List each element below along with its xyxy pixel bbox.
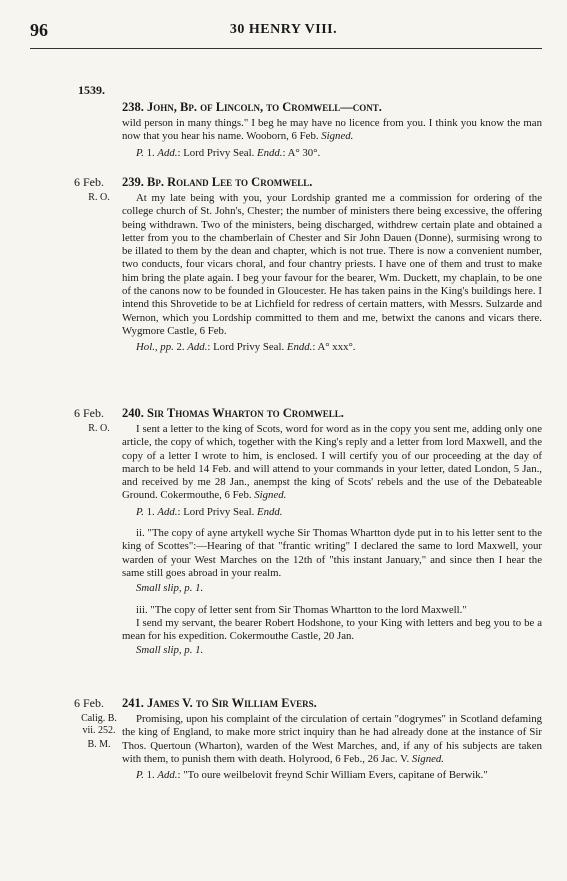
entry-body (122, 192, 542, 355)
desc-endd-label: Endd. (256, 505, 283, 518)
desc-add-value: : Lord Privy Seal. (207, 341, 287, 354)
margin-source: R. O. (88, 192, 110, 203)
enclosure-ii-slip: Small slip, p. 1. (136, 582, 204, 595)
margin-date: 6 Feb. (74, 175, 104, 189)
signed-note: Signed. (321, 130, 354, 143)
desc-pages: 2. (173, 341, 188, 354)
signed-note: Signed. (411, 752, 444, 765)
entry-text: Promising, upon his complaint of the circulation of certain "dogrymes" in Scotland defaming the king of England, to make more strict inquiry than he had already done at the instance of Sir Thos. Quertoun (Wharton), warden of the West Marches, and, if any of his subjects are taken with them, to punish them with death. Holyrood, 6 Feb., 26 Jac. V. (122, 713, 542, 765)
entry-body (122, 713, 542, 782)
margin-date: 6 Feb. (74, 406, 104, 420)
entry-title (122, 696, 317, 711)
desc-add-value: : Lord Privy Seal. (177, 146, 257, 159)
entry-description (122, 341, 542, 354)
desc-pages: 1. (143, 769, 158, 782)
signed-note: Signed. (254, 489, 287, 502)
desc-add-value: : Lord Privy Seal. (177, 505, 257, 518)
entry-title (122, 175, 312, 190)
enclosure-iii-slip: Small slip, p. 1. (136, 644, 204, 657)
entry-text: At my late being with you, your Lordship granted me a commission for ordering of the college church of St. John's, Chester; the number of ministers there being excessive, the offering being withdrawn. Two of the ministers, being discharged, withdrew certain plate and obtained a letter from you to the chamberlain of Chester and Sir John Dauen (Donne), surmising wrong to be illated to them by the dean and chapter, which is not true. There is now a convenient number, two conducts, four vicars choral, and four chantry priests. I have one of them and trust to make him bring the plate again. I beg your favour for the bearer, Wm. Duckett, my chaplain, to be one of the canons now to be founded in Gloucester. He has taken pains in the King's buildings here. I intend this Shrovetide to be at Lichfield for redress of certain matters, with Messrs. Sulzarde and Wernon, which you Lordship committed to them and me, betwixt the canons and vicars there. Wygmore Castle, 6 Feb. (122, 192, 542, 337)
desc-pages: 1. (143, 146, 158, 159)
year-marker: 1539. (78, 83, 105, 97)
page-number: 96 (30, 20, 48, 40)
desc-label: P. (136, 769, 144, 782)
desc-add-label: Add. (157, 505, 178, 518)
entry-number: 240. (122, 406, 144, 420)
margin-source-2: B. M. (87, 739, 111, 750)
desc-add-label: Add. (157, 146, 178, 159)
entry-number: 241. (122, 696, 144, 710)
enclosure-iii-text: I send my servant, the bearer Robert Hodshone, to your King with letters and beg you to be a mean for his expedition. Cokermouthe Castle, 20 Jan. (122, 616, 542, 643)
entry-heading: James V. to Sir William Evers. (147, 696, 317, 710)
desc-endd-value: : A° 30°. (282, 146, 321, 159)
page-header (0, 20, 567, 44)
entry-description (122, 769, 542, 782)
entry-number: 238. (122, 100, 144, 114)
entry-text-wrap (122, 713, 542, 766)
desc-label: P. (136, 146, 144, 159)
entry-text-wrap (122, 423, 542, 503)
margin-date: 6 Feb. (74, 696, 104, 710)
entry-number: 239. (122, 175, 144, 189)
desc-endd-value: : A° xxx°. (312, 341, 356, 354)
header-rule (30, 48, 542, 49)
desc-add-value: : "To oure weilbelovit freynd Schir William Evers, capitane of Berwik." (177, 769, 488, 782)
entry-title (122, 406, 344, 421)
enclosure-iii-title: iii. "The copy of letter sent from Sir Thomas Whartton to the lord Maxwell." (136, 603, 467, 616)
entry-text: wild person in many things." I beg he may have no licence from you. I think you know the man now that you hear his name. Wooborn, 6 Feb. (122, 117, 542, 143)
entry-body (122, 423, 542, 658)
entry-description (122, 147, 542, 160)
running-head: 30 HENRY VIII. (229, 22, 338, 37)
desc-label: P. (136, 505, 144, 518)
entry-heading: Bp. Roland Lee to Cromwell. (147, 175, 313, 189)
desc-label: Hol., pp. (136, 341, 174, 354)
desc-add-label: Add. (157, 769, 178, 782)
entry-heading: John, Bp. of Lincoln, to Cromwell—cont. (147, 100, 382, 114)
desc-endd-label: Endd. (286, 341, 313, 354)
margin-source: R. O. (88, 423, 110, 434)
margin-source: Calig. B. vii. 252. (81, 713, 117, 736)
entry-heading: Sir Thomas Wharton to Cromwell. (147, 406, 344, 420)
entry-description (122, 506, 542, 519)
desc-add-label: Add. (187, 341, 208, 354)
entry-text: I sent a letter to the king of Scots, word for word as in the copy you sent me, adding only one article, the copy of which, together with the King's reply and a letter from lord Maxwell, and the copy of a letter I wrote to him, is enclosed. I will certify you of our proceeding at the day of march to be held 14 Feb. and will attend to your commands in your letter, dated London, 5 Jan., and received by me 28 Jan., anempst the king of Scots' rebels and the use of the Debateable Ground. Cokermouthe, 6 Feb. (122, 423, 542, 502)
desc-endd-label: Endd. (256, 146, 283, 159)
enclosure-ii-text: ii. "The copy of ayne artykell wyche Sir Thomas Whartton dyde put in to his letter sent to the king of Scottes":—Hearing of that "frantic writing" I declared the same to lord Maxwell, your warden of your West Marches on the 12th of "this instant January," and since then I hear the same still goes abroad in your realm. (122, 527, 542, 579)
entry-title (122, 100, 382, 115)
entry-body (122, 117, 542, 160)
desc-pages: 1. (143, 505, 158, 518)
